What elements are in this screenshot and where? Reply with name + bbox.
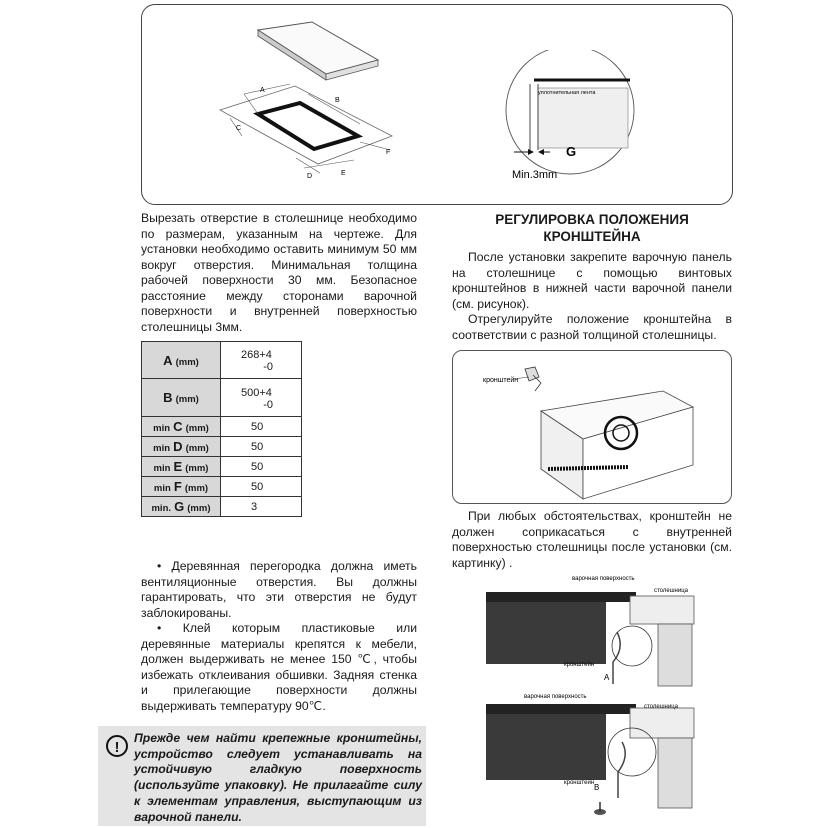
- exclamation-circle-icon: !: [106, 735, 128, 757]
- dim-value-cell: [221, 457, 302, 477]
- counter-section-figure: [482, 572, 708, 826]
- dim-value: 3: [251, 500, 258, 513]
- dim-prefix: min: [153, 463, 171, 474]
- table-row: [142, 417, 302, 437]
- dim-value-tolerance: -0: [263, 398, 273, 411]
- dim-unit: (mm): [187, 503, 211, 514]
- worktop-label-top: столешница: [654, 588, 688, 594]
- dim-prefix: min: [153, 423, 171, 434]
- dim-letter: A: [163, 352, 173, 368]
- dim-label-a: A: [260, 87, 265, 94]
- seal-detail-diagram: [490, 50, 650, 185]
- dim-value: 50: [251, 460, 264, 473]
- bullet-list: [141, 559, 417, 714]
- dim-prefix: min.: [151, 503, 172, 514]
- dim-value-tolerance: -0: [263, 361, 273, 373]
- dim-unit: (mm): [175, 394, 199, 405]
- section-title-line1: РЕГУЛИРОВКА ПОЛОЖЕНИЯ: [495, 212, 689, 227]
- intro-text: Вырезать отверстие в столешнице необходимо по размерам, указанным на чертеже. Для установки необходимо оставить минимум 50 мм вокруг отверстия. Минимальная толщина рабочей поверхности 30 мм. Безопасное расстояние между сторонами варочной поверхности и внутренней поверхностью столешницы 3мм.: [141, 211, 417, 334]
- dim-prefix: min: [153, 443, 171, 454]
- warning-paragraph: [452, 509, 732, 571]
- worktop-label-bottom: столешница: [644, 704, 678, 710]
- dim-value: 50: [251, 480, 264, 493]
- dim-letter: D: [173, 439, 183, 454]
- intro-paragraph: [141, 211, 417, 335]
- dim-value: 50: [251, 440, 264, 453]
- dim-label-cell: [142, 342, 221, 379]
- dim-label-f: F: [386, 149, 391, 156]
- table-row: [142, 379, 302, 417]
- dim-letter: B: [163, 390, 173, 405]
- dim-letter: F: [173, 479, 182, 494]
- dim-value-cell: [221, 417, 302, 437]
- min-label: Min.3mm: [512, 169, 558, 181]
- table-row: [142, 477, 302, 497]
- dim-value: 268+4: [241, 349, 272, 361]
- dim-label-cell: [142, 379, 221, 417]
- bracket-label-bottom: кронштейн: [564, 780, 595, 786]
- hob-surface-label-bottom: варочная поверхность: [524, 694, 587, 700]
- hob-surface-label-top: варочная поверхность: [572, 576, 635, 582]
- dim-value: 50: [251, 420, 264, 433]
- mark-b: B: [594, 783, 600, 792]
- cutout-diagram: [200, 18, 420, 193]
- seal-tape-label: уплотнительная лента: [538, 90, 596, 96]
- dim-label-cell: [142, 457, 221, 477]
- table-row: [142, 342, 302, 379]
- bracket-label-top: кронштейн: [564, 662, 595, 668]
- dim-letter: C: [173, 419, 183, 434]
- dim-letter: E: [173, 459, 183, 474]
- table-row: [142, 457, 302, 477]
- instruction-text-2: Отрегулируйте положение кронштейна в соответствии с разной толщиной столешницы.: [452, 312, 732, 342]
- bullet-item: • Деревянная перегородка должна иметь вентиляционные отверстия. Вы должны гарантировать, что эти отверстия не будут заблокированы.: [141, 559, 417, 620]
- warning-paragraph-text: При любых обстоятельствах, кронштейн не должен соприкасаться с внутренней поверхностью столешницы после установки (см. картинку) .: [452, 509, 732, 570]
- dim-label-cell: [142, 437, 221, 457]
- section-title: [452, 211, 732, 245]
- section-title-line2: КРОНШТЕЙНА: [543, 229, 641, 244]
- mark-a: A: [604, 673, 610, 682]
- dim-unit: (mm): [184, 483, 209, 494]
- dim-value-cell: [221, 497, 302, 517]
- table-row: [142, 497, 302, 517]
- dim-label-e: E: [341, 170, 346, 177]
- instruction-text-1: После установки закрепите варочную панель на столешнице с помощью винтовых кронштейнов в нижней части варочной панели (см. рисунок).: [452, 250, 732, 311]
- dim-value-cell: [221, 379, 302, 417]
- dim-label-b: B: [335, 97, 340, 104]
- dim-prefix: min: [153, 483, 171, 494]
- dim-label-cell: [142, 477, 221, 497]
- dim-label-cell: [142, 417, 221, 437]
- dim-unit: (mm): [185, 443, 209, 454]
- dim-value: 500+4: [241, 386, 272, 399]
- dim-unit: (mm): [175, 356, 199, 368]
- dim-label-c: C: [236, 125, 242, 132]
- warning-text-block: [134, 731, 422, 825]
- dimensions-table: [141, 341, 302, 517]
- dim-unit: (mm): [185, 463, 209, 474]
- table-row: [142, 437, 302, 457]
- dim-label-d: D: [307, 173, 313, 180]
- bullet-item: • Клей которым пластиковые или деревянные материалы крепятся к мебели, должен выдерживать не менее 150 ℃, чтобы избежать отклеивания обшивки. Задняя стенка и прилегающие поверхности должны выдерживать температуру 90℃.: [141, 621, 417, 713]
- dim-letter: G: [174, 499, 185, 514]
- warning-text: Прежде чем найти крепежные кронштейны, устройство следует устанавливать на устойчивую гладкую поверхность (используйте упаковку). Не прилагайте силу к элементам управления, выступающим из варочной панели.: [134, 731, 422, 824]
- dim-value-cell: [221, 342, 302, 379]
- dim-value-cell: [221, 437, 302, 457]
- dim-label-cell: [142, 497, 221, 517]
- g-label: G: [566, 144, 577, 159]
- dim-unit: (mm): [185, 423, 209, 434]
- bracket-instructions: [452, 250, 732, 343]
- bracket-figure: [453, 351, 729, 501]
- bracket-label: кронштейн: [483, 377, 519, 384]
- dim-value-cell: [221, 477, 302, 497]
